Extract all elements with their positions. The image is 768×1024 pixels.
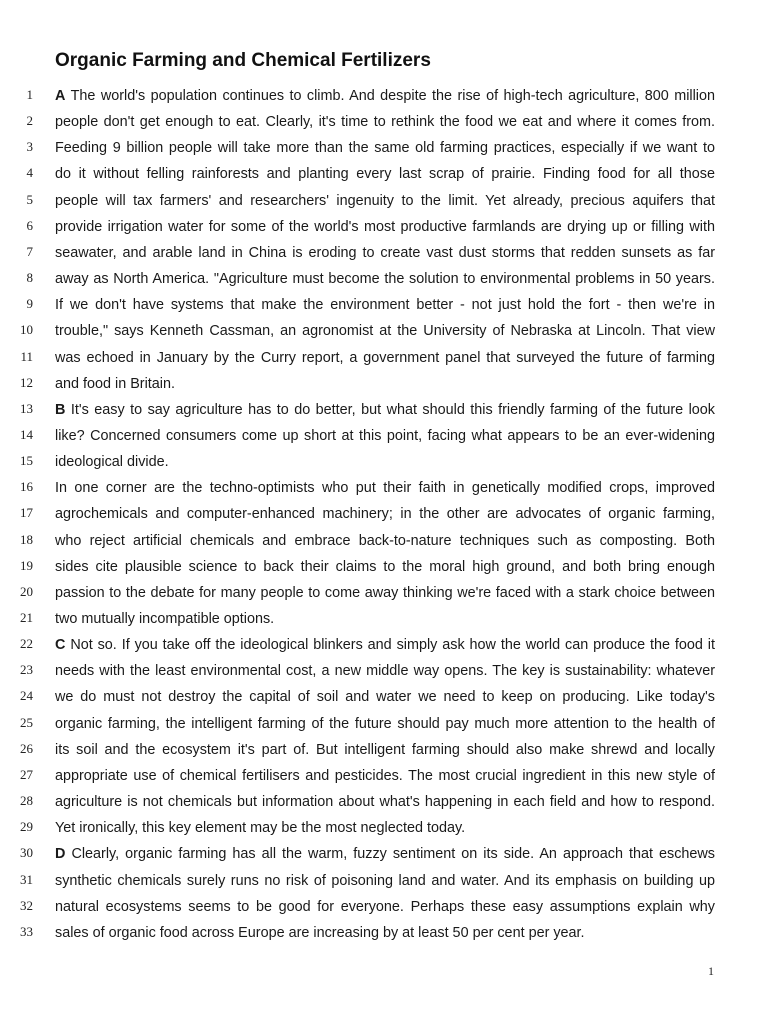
line-number: 28 [20,793,33,809]
text-line [0,318,768,344]
line-content: appropriate use of chemical fertilisers and pesticides. The most crucial ingredient in this new style of [55,767,715,784]
line-text [55,266,715,292]
line-content: needs with the least environmental cost, a new middle way opens. The key is sustainability: whatever [55,663,715,680]
line-content: people don't get enough to eat. Clearly, it's time to rethink the food we eat and where it comes from. [55,114,715,131]
line-text [55,318,715,344]
line-text [55,554,715,580]
line-content: The world's population continues to climb. And despite the rise of high-tech agriculture, 800 million [70,88,715,104]
text-line [0,580,768,606]
line-number: 1 [26,87,33,102]
text-line [0,920,768,946]
line-content: Clearly, organic farming has all the warm, fuzzy sentiment on its side. An approach that eschews [71,846,715,863]
text-line [0,423,768,449]
line-number: 2 [26,113,33,129]
line-text [55,371,715,397]
line-text [55,161,715,187]
line-content: away as North America. "Agriculture must become the solution to environmental problems in 50 years. [55,271,715,288]
line-number: 15 [20,453,33,469]
line-text [55,240,715,266]
text-line [0,292,768,318]
line-number: 18 [20,531,33,547]
line-text [55,475,715,501]
text-line [0,475,768,501]
line-number: 8 [26,270,33,286]
line-text [55,841,715,867]
line-content: synthetic chemicals surely runs no risk of poisoning land and water. And its emphasis on building up [55,872,715,889]
line-content: Yet ironically, this key element may be the most neglected today. [55,820,466,837]
line-text [55,789,715,815]
line-content: If we don't have systems that make the environment better - not just hold the fort - then we're in [55,297,715,314]
line-text [55,397,715,423]
text-line [0,449,768,475]
line-number: 3 [26,139,33,155]
line-number: 13 [20,400,33,416]
line-content: sales of organic food across Europe are increasing by at least 50 per cent per year. [55,924,585,941]
line-content: agriculture is not chemicals but information about what's happening in each field and how to respond. [55,794,715,811]
line-number: 19 [20,557,33,573]
line-number: 24 [20,688,33,704]
line-text [55,109,715,135]
line-number: 16 [20,479,33,495]
line-text [55,658,715,684]
line-text [55,83,715,109]
line-content: was echoed in January by the Curry report, a government panel that surveyed the future of farming [55,349,715,366]
text-line [0,528,768,554]
line-text [55,423,715,449]
line-text [55,501,715,527]
line-text [55,894,715,920]
line-number: 21 [20,610,33,625]
line-text [55,868,715,894]
line-text [55,632,715,658]
text-line [0,161,768,187]
text-line [0,240,768,266]
line-number: 11 [20,348,33,364]
document-title: Organic Farming and Chemical Fertilizers [55,50,431,71]
text-line [0,789,768,815]
text-line [0,214,768,240]
paragraph-label: C [55,637,66,654]
text-line [0,397,768,423]
line-number: 33 [20,923,33,939]
text-line [0,188,768,214]
line-text [55,528,715,554]
line-content: two mutually incompatible options. [55,611,275,627]
line-text [55,815,715,841]
text-line [0,763,768,789]
text-line [0,501,768,527]
line-number: 9 [26,296,33,312]
text-line [0,868,768,894]
text-line [0,266,768,292]
text-line [0,894,768,920]
line-content: Feeding 9 billion people will take more than the same old farming practices, especially if we want to [55,140,715,157]
line-number: 27 [20,766,33,782]
line-content: In one corner are the techno-optimists who put their faith in genetically modified crops, improved [55,480,715,497]
line-content: trouble," says Kenneth Cassman, an agronomist at the University of Nebraska at Lincoln. That view [55,323,715,340]
line-content: who reject artificial chemicals and embrace back-to-nature techniques such as composting. Both [55,532,715,549]
line-text [55,763,715,789]
line-text [55,606,715,632]
line-number: 22 [20,636,33,652]
line-content: its soil and the ecosystem it's part of. But intelligent farming should also make shrewd and locally [55,741,715,758]
line-number: 23 [20,662,33,678]
line-text [55,188,715,214]
line-text [55,214,715,240]
text-line [0,737,768,763]
line-content: Not so. If you take off the ideological blinkers and simply ask how the world can produce the food it [70,637,715,654]
line-text [55,737,715,763]
line-text [55,711,715,737]
line-text [55,580,715,606]
line-text [55,449,715,475]
line-text [55,920,715,946]
line-number: 26 [20,740,33,756]
line-content: organic farming, the intelligent farming of the future should pay much more attention to the health of [55,715,715,732]
text-line [0,606,768,632]
text-line [0,815,768,841]
line-number: 29 [20,819,33,835]
line-number: 20 [20,583,33,599]
line-number: 25 [20,714,33,730]
text-line [0,109,768,135]
line-text [55,135,715,161]
line-number: 7 [26,243,33,259]
line-content: It's easy to say agriculture has to do better, but what should this friendly farming of the future look [70,401,715,418]
text-line [0,345,768,371]
text-line [0,554,768,580]
text-line [0,135,768,161]
paragraph-label: D [55,846,66,863]
line-content: seawater, and arable land in China is eroding to create vast dust storms that redden sunsets as far [55,244,715,261]
line-content: provide irrigation water for some of the world's most productive farmlands are drying up or filling with [55,218,715,235]
paragraph-label: B [55,401,66,418]
line-number: 10 [20,322,33,338]
text-line [0,658,768,684]
line-number: 5 [26,191,33,207]
text-line [0,632,768,658]
line-content: do it without felling rainforests and planting every last scrap of prairie. Finding food for all those [55,166,715,183]
line-content: people will tax farmers' and researchers' ingenuity to the limit. Yet already, precious aquifers that [55,192,715,209]
line-content: ideological divide. [55,454,169,471]
line-number: 17 [20,505,33,521]
line-number: 4 [26,165,33,181]
text-line [0,684,768,710]
line-number: 14 [20,426,33,442]
text-line [0,711,768,737]
line-content: we do must not destroy the capital of soil and water we need to keep on producing. Like today's [55,689,715,706]
line-number: 32 [20,897,33,913]
line-content: like? Concerned consumers come up short at this point, facing what appears to be an ever-widening [55,427,715,444]
line-number: 31 [20,871,33,887]
paragraph-label: A [55,88,66,104]
line-text [55,345,715,371]
line-content: natural ecosystems seems to be good for everyone. Perhaps these easy assumptions explain why [55,898,715,915]
line-number: 12 [20,374,33,390]
text-line [0,841,768,867]
text-line [0,371,768,397]
page-number: 1 [708,964,714,978]
line-content: sides cite plausible science to back their claims to the moral high ground, and both bring enough [55,558,715,575]
line-text [55,292,715,318]
line-content: passion to the debate for many people to come away thinking we're faced with a stark choice between [55,584,715,601]
line-content: and food in Britain. [55,375,176,392]
line-content: agrochemicals and computer-enhanced machinery; in the other are advocates of organic farming, [55,506,715,523]
line-text [55,684,715,710]
line-number: 30 [20,845,33,861]
line-number: 6 [26,217,33,233]
text-line [0,83,768,109]
